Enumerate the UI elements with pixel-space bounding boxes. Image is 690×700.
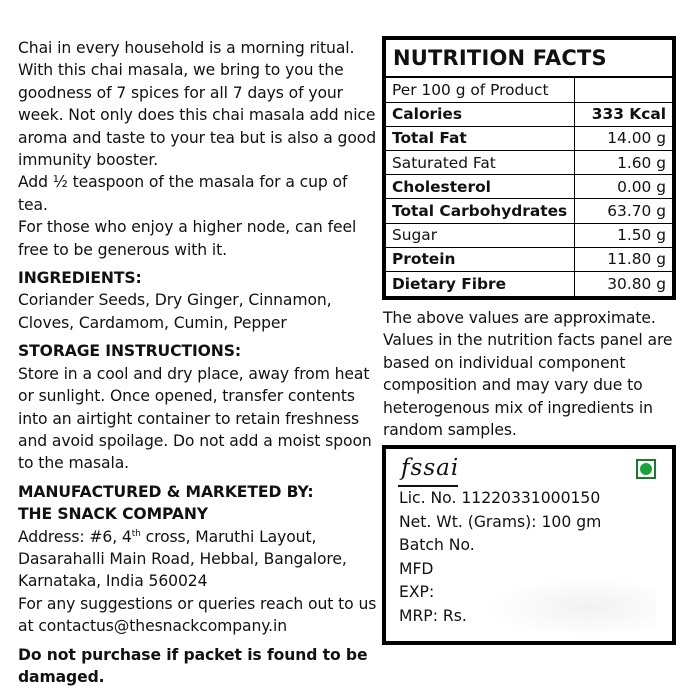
exp-date: EXP:	[399, 583, 435, 602]
nutrient-value: 1.50 g	[574, 223, 672, 247]
intro-text	[18, 37, 378, 261]
disclaimer-line: random samples.	[383, 421, 517, 440]
nutrition-row	[386, 272, 672, 296]
disclaimer-line: The above values are approximate.	[383, 309, 656, 327]
nutrition-row	[386, 102, 672, 126]
warning-line: Do not purchase if packet is found to be	[18, 645, 368, 664]
nutrition-basis: Per 100 g of Product	[392, 80, 549, 99]
nutrient-label: Cholesterol	[386, 175, 574, 199]
net-weight: Net. Wt. (Grams): 100 gm	[399, 512, 602, 531]
warning-line: damaged.	[18, 667, 105, 686]
nutrition-row	[386, 126, 672, 150]
fssai-box	[382, 445, 676, 645]
nutrition-row	[386, 151, 672, 175]
nutrition-basis-row	[386, 78, 672, 102]
nutrient-label: Sugar	[386, 223, 574, 247]
usage-line: Add ½ teaspoon of the masala for a cup of tea.	[18, 173, 348, 214]
nutrient-value: 1.60 g	[574, 151, 672, 175]
storage-line: Store in a cool and dry place, away from heat	[18, 364, 370, 383]
ingredients-line: Cloves, Cardamom, Cumin, Pepper	[18, 313, 287, 332]
veg-dot-icon	[640, 463, 652, 475]
nutrition-title: NUTRITION FACTS	[386, 40, 672, 78]
usage-line: free to be generous with it.	[18, 240, 227, 259]
nutrient-label: Dietary Fibre	[386, 272, 574, 296]
nutrient-label: Saturated Fat	[386, 151, 574, 175]
address-line: Dasarahalli Main Road, Hebbal, Bangalore,	[18, 549, 347, 568]
nutrition-row	[386, 247, 672, 271]
nutrient-label: Protein	[386, 247, 574, 271]
storage-line: and avoid spoilage. Do not add a moist spoon	[18, 431, 372, 450]
nutrition-basis-value	[574, 78, 672, 102]
intro-line: aroma and taste to your tea but is also a good	[18, 128, 377, 147]
intro-line: Chai in every household is a morning ritual.	[18, 39, 355, 57]
storage-heading: STORAGE INSTRUCTIONS:	[18, 342, 242, 361]
contact-line: For any suggestions or queries reach out to us	[18, 594, 377, 613]
product-description	[18, 37, 378, 688]
intro-line: goodness of 7 spices for all 7 days of your	[18, 83, 343, 102]
manufacturer-heading: MANUFACTURED & MARKETED BY:	[18, 482, 314, 501]
nutrient-value: 14.00 g	[574, 126, 672, 150]
contact-line: at contactus@thesnackcompany.in	[18, 617, 288, 636]
disclaimer-line: composition and may vary due to	[383, 376, 643, 395]
nutrient-value: 0.00 g	[574, 175, 672, 199]
mrp-price: MRP: Rs.	[399, 606, 467, 625]
storage-line: to the masala.	[18, 454, 130, 473]
fssai-logo: fssai	[401, 455, 460, 481]
usage-line: For those who enjoy a higher node, can feel	[18, 218, 357, 237]
nutrition-facts-panel	[382, 36, 676, 300]
nutrient-label: Total Fat	[386, 126, 574, 150]
address-text: Address: #6, 4	[18, 527, 132, 546]
disclaimer-line: heterogenous mix of ingredients in	[383, 398, 653, 417]
disclaimer-line: Values in the nutrition facts panel are	[383, 331, 673, 350]
nutrient-label: Calories	[386, 102, 574, 126]
nutrition-row	[386, 199, 672, 223]
address-line: Karnataka, India 560024	[18, 572, 208, 591]
batch-number: Batch No.	[399, 536, 475, 555]
company-name: THE SNACK COMPANY	[18, 505, 209, 524]
intro-line: With this chai masala, we bring to you the	[18, 61, 344, 80]
mfd-date: MFD	[399, 559, 434, 578]
nutrition-row	[386, 223, 672, 247]
print-area-smudge	[486, 577, 656, 633]
address-superscript: th	[131, 528, 141, 539]
disclaimer-line: based on individual component	[383, 353, 626, 372]
nutrient-label: Total Carbohydrates	[386, 199, 574, 223]
ingredients-line: Coriander Seeds, Dry Ginger, Cinnamon,	[18, 291, 332, 310]
ingredients-heading: INGREDIENTS:	[18, 269, 142, 288]
address-line	[18, 526, 378, 548]
nutrient-value: 333 Kcal	[574, 102, 672, 126]
nutrient-value: 30.80 g	[574, 272, 672, 296]
nutrient-value: 63.70 g	[574, 199, 672, 223]
nutrition-table	[386, 78, 672, 296]
nutrient-value: 11.80 g	[574, 247, 672, 271]
storage-line: into an airtight container to retain freshness	[18, 409, 360, 428]
nutrition-row	[386, 175, 672, 199]
veg-mark-icon	[636, 459, 656, 479]
intro-line: week. Not only does this chai masala add nice	[18, 106, 376, 125]
address-text: cross, Maruthi Layout,	[140, 527, 317, 546]
intro-line: immunity booster.	[18, 151, 159, 170]
storage-line: or sunlight. Once opened, transfer contents	[18, 387, 355, 406]
license-number: Lic. No. 11220331000150	[399, 489, 601, 507]
nutrition-disclaimer	[383, 307, 683, 441]
